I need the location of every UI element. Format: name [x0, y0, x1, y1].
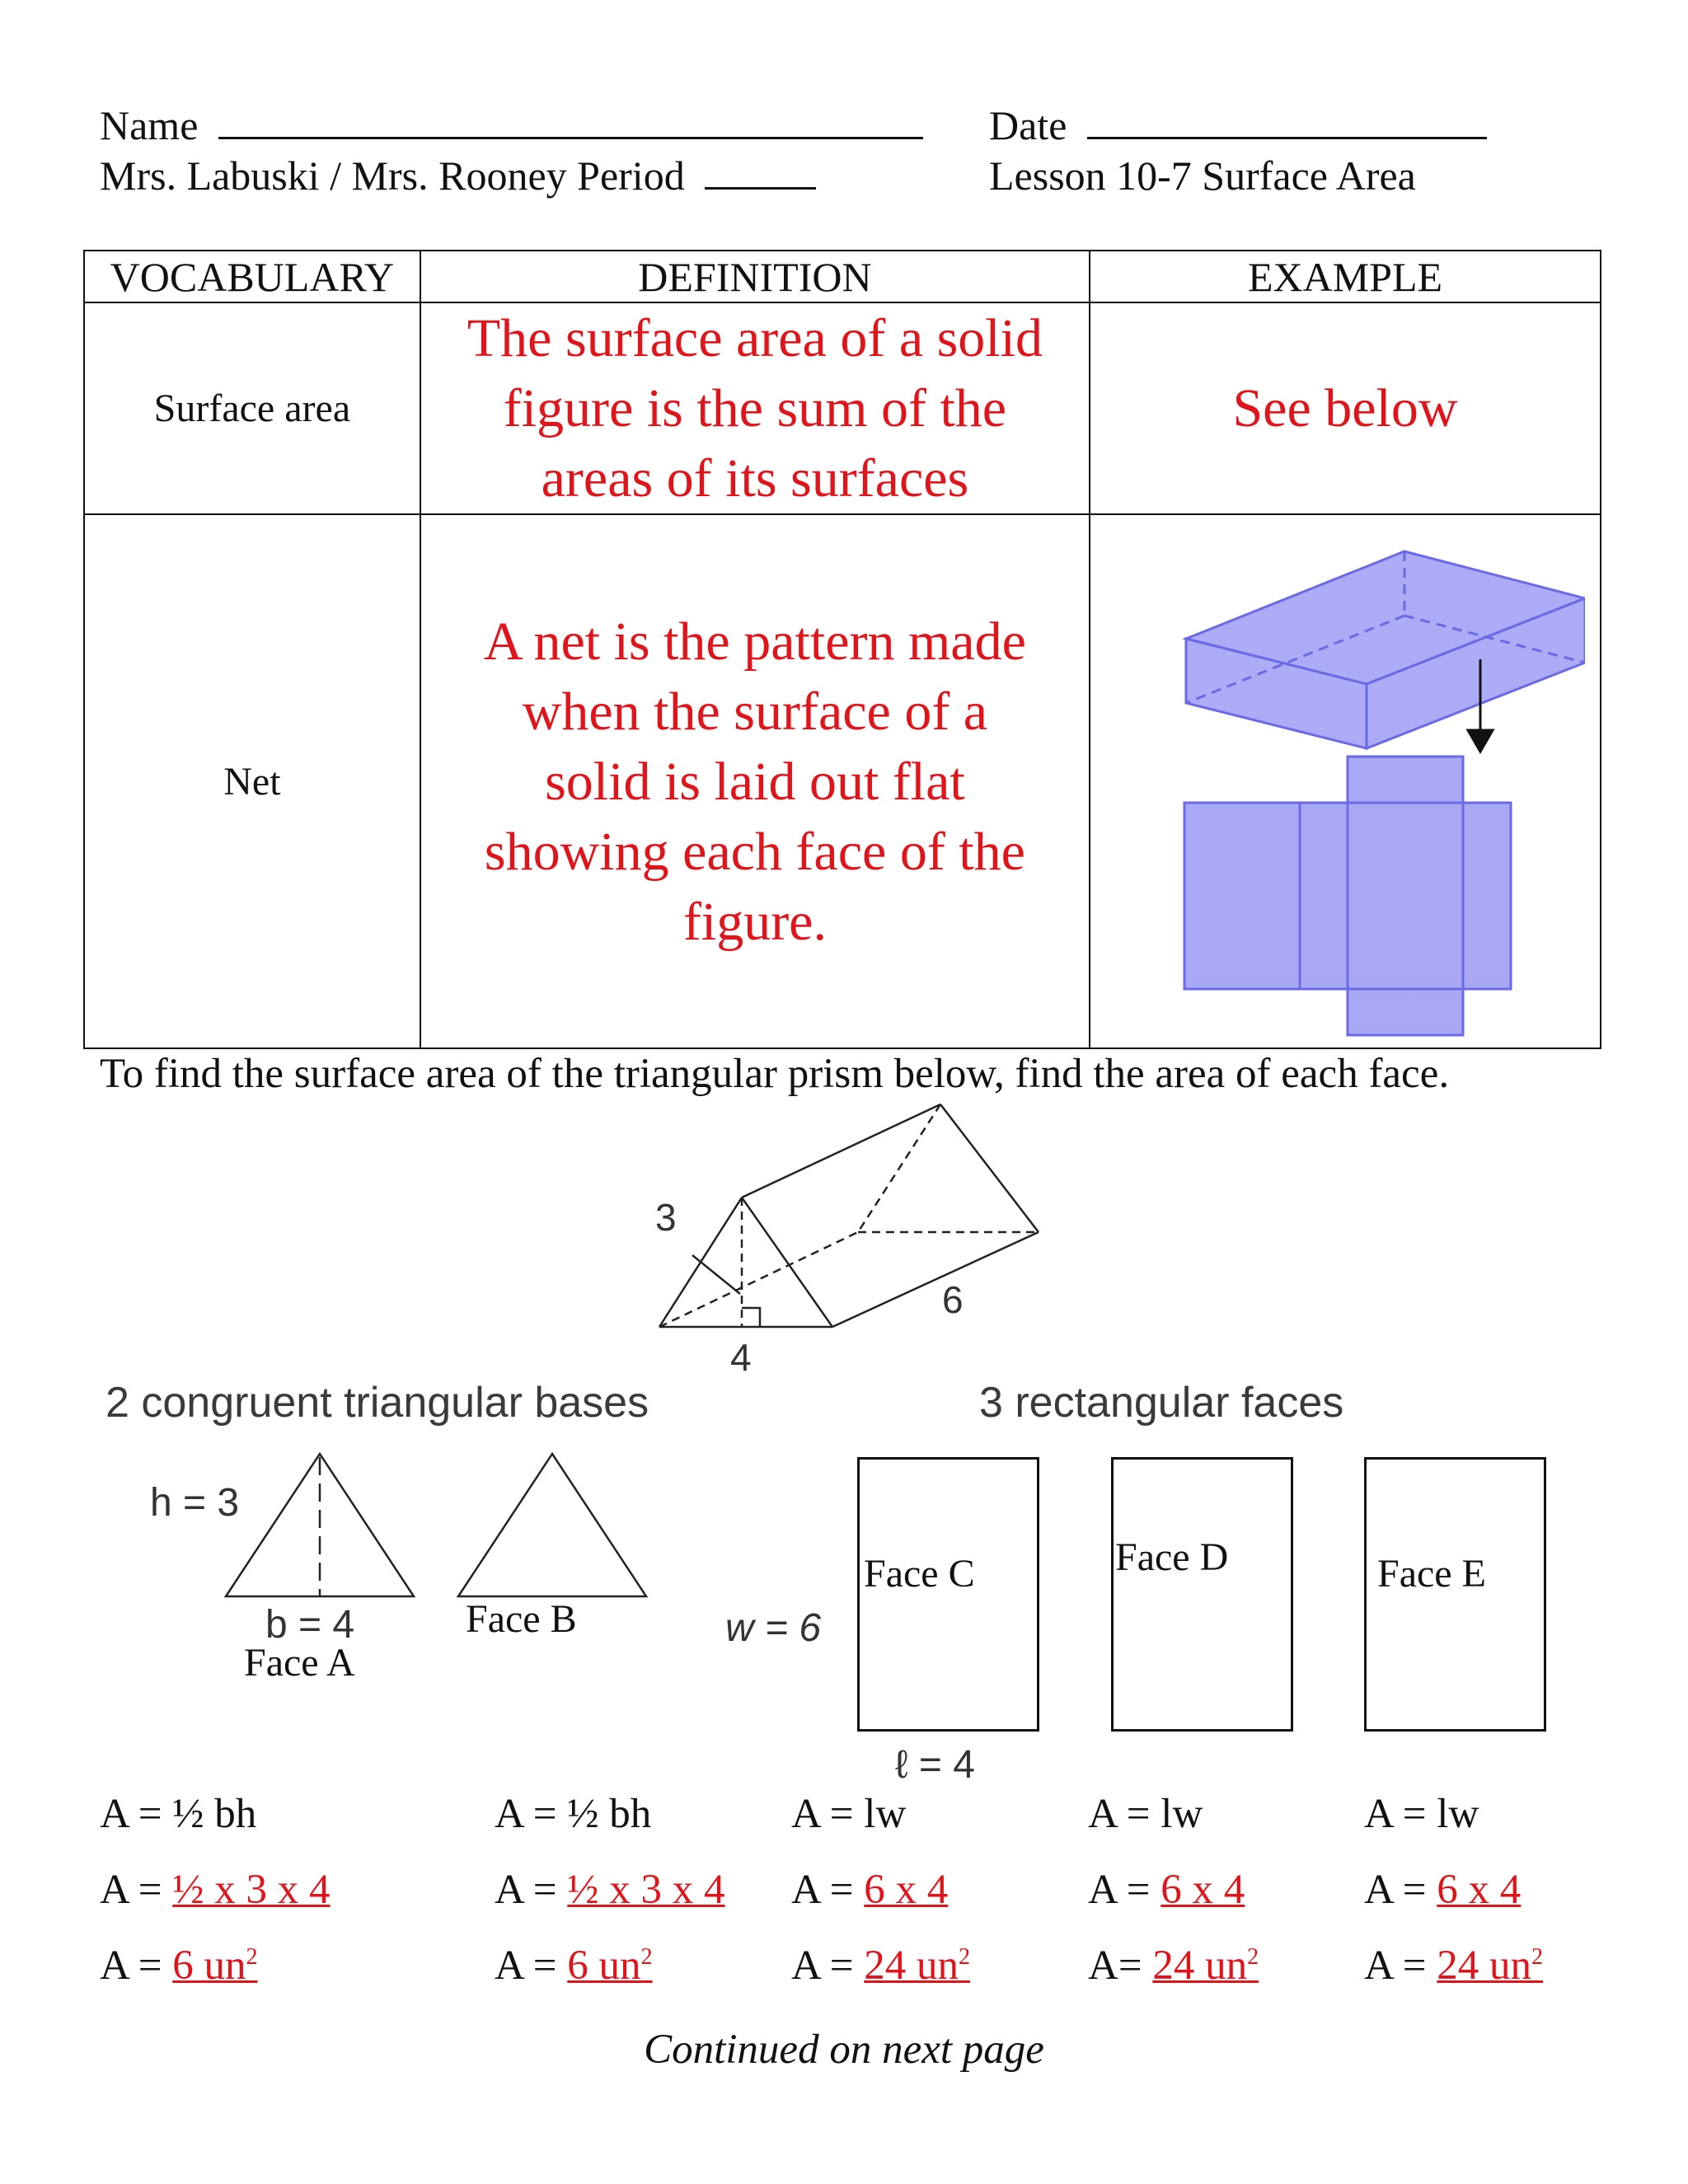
table-row: [84, 302, 1601, 514]
calc-a-formula: A = ½ bh: [100, 1791, 257, 1837]
table-header-row: [84, 251, 1601, 302]
calc-d-formula: A = lw: [1088, 1791, 1203, 1837]
prism-length-label: 6: [942, 1278, 964, 1321]
period-blank[interactable]: [705, 151, 816, 190]
calc-b-substitution: A = ½ x 3 x 4: [495, 1867, 725, 1913]
definition-line: figure is the sum of the: [503, 378, 1007, 438]
unfolded-net: [1184, 757, 1511, 1035]
teacher-label: Mrs. Labuski / Mrs. Rooney Period: [100, 152, 685, 199]
calc-c-result: A = 24 $un^2$: [791, 1943, 971, 1989]
term-surface-area: Surface area: [84, 302, 420, 514]
name-blank[interactable]: [218, 101, 923, 139]
calc-e-substitution: A = 6 x 4: [1364, 1867, 1522, 1913]
face-c-label: Face C: [864, 1552, 975, 1596]
calc-e-result: A = 24 $un^2$: [1364, 1943, 1544, 1989]
vocabulary-table: [83, 250, 1601, 1049]
col-header-vocabulary: VOCABULARY: [84, 251, 420, 302]
calc-a-substitution: A = ½ x 3 x 4: [100, 1867, 331, 1913]
definition-net: [420, 514, 1090, 1048]
definition-line: figure.: [682, 891, 827, 952]
name-line: [100, 100, 923, 151]
example-net: [1090, 514, 1601, 1048]
face-b-label: Face B: [466, 1597, 577, 1641]
calc-b-result: A = 6 $un^2$: [495, 1943, 653, 1989]
w-label: w = 6: [725, 1606, 822, 1650]
face-d-label: Face D: [1115, 1535, 1229, 1579]
date-label: Date: [989, 102, 1067, 148]
example-surface-area: See below: [1090, 302, 1601, 514]
rect-faces-title: 3 rectangular faces: [979, 1379, 1344, 1427]
definition-line: when the surface of a: [522, 681, 988, 742]
prism-height-label: 3: [655, 1196, 677, 1239]
col-header-example: EXAMPLE: [1090, 251, 1601, 302]
face-b-triangle: [458, 1454, 646, 1596]
calc-e-formula: A = lw: [1364, 1791, 1479, 1837]
instruction-text: To find the surface area of the triangular prism below, find the area of each face.: [100, 1051, 1450, 1097]
col-header-definition: DEFINITION: [420, 251, 1090, 302]
calc-d-substitution: A = 6 x 4: [1088, 1867, 1245, 1913]
triangular-bases: [223, 1451, 651, 1603]
b-label: b = 4: [265, 1603, 355, 1647]
bases-title: 2 congruent triangular bases: [106, 1379, 649, 1427]
definition-line: The surface area of a solid: [467, 308, 1043, 368]
calc-a-result: A = 6 $un^2$: [100, 1943, 258, 1989]
definition-line: solid is laid out flat: [545, 751, 965, 812]
box-3d: [1186, 551, 1585, 748]
definition-line: A net is the pattern made: [483, 611, 1026, 672]
net-illustration: [1090, 518, 1585, 1045]
face-e-label: Face E: [1377, 1552, 1486, 1596]
name-label: Name: [100, 102, 199, 148]
teacher-line: [100, 150, 816, 201]
calc-c-substitution: A = 6 x 4: [791, 1867, 949, 1913]
face-a-label: Face A: [244, 1641, 355, 1685]
table-row: [84, 514, 1601, 1048]
calc-c-formula: A = lw: [791, 1791, 907, 1837]
calc-b-formula: A = ½ bh: [495, 1791, 652, 1837]
triangular-prism-diagram: [643, 1092, 1055, 1389]
date-blank[interactable]: [1087, 101, 1487, 139]
definition-line: areas of its surfaces: [541, 448, 969, 509]
date-line: [989, 100, 1487, 151]
term-net: Net: [84, 514, 420, 1048]
lesson-title: Lesson 10-7 Surface Area: [989, 152, 1416, 199]
face-d-rect: [1111, 1457, 1293, 1732]
definition-surface-area: [420, 302, 1090, 514]
prism-base-label: 4: [730, 1336, 752, 1379]
definition-line: showing each face of the: [484, 821, 1025, 882]
l-label: ℓ = 4: [895, 1743, 975, 1787]
calc-d-result: A= 24 $un^2$: [1088, 1943, 1259, 1989]
h-label: h = 3: [150, 1481, 240, 1525]
continued-note: Continued on next page: [644, 2027, 1044, 2073]
